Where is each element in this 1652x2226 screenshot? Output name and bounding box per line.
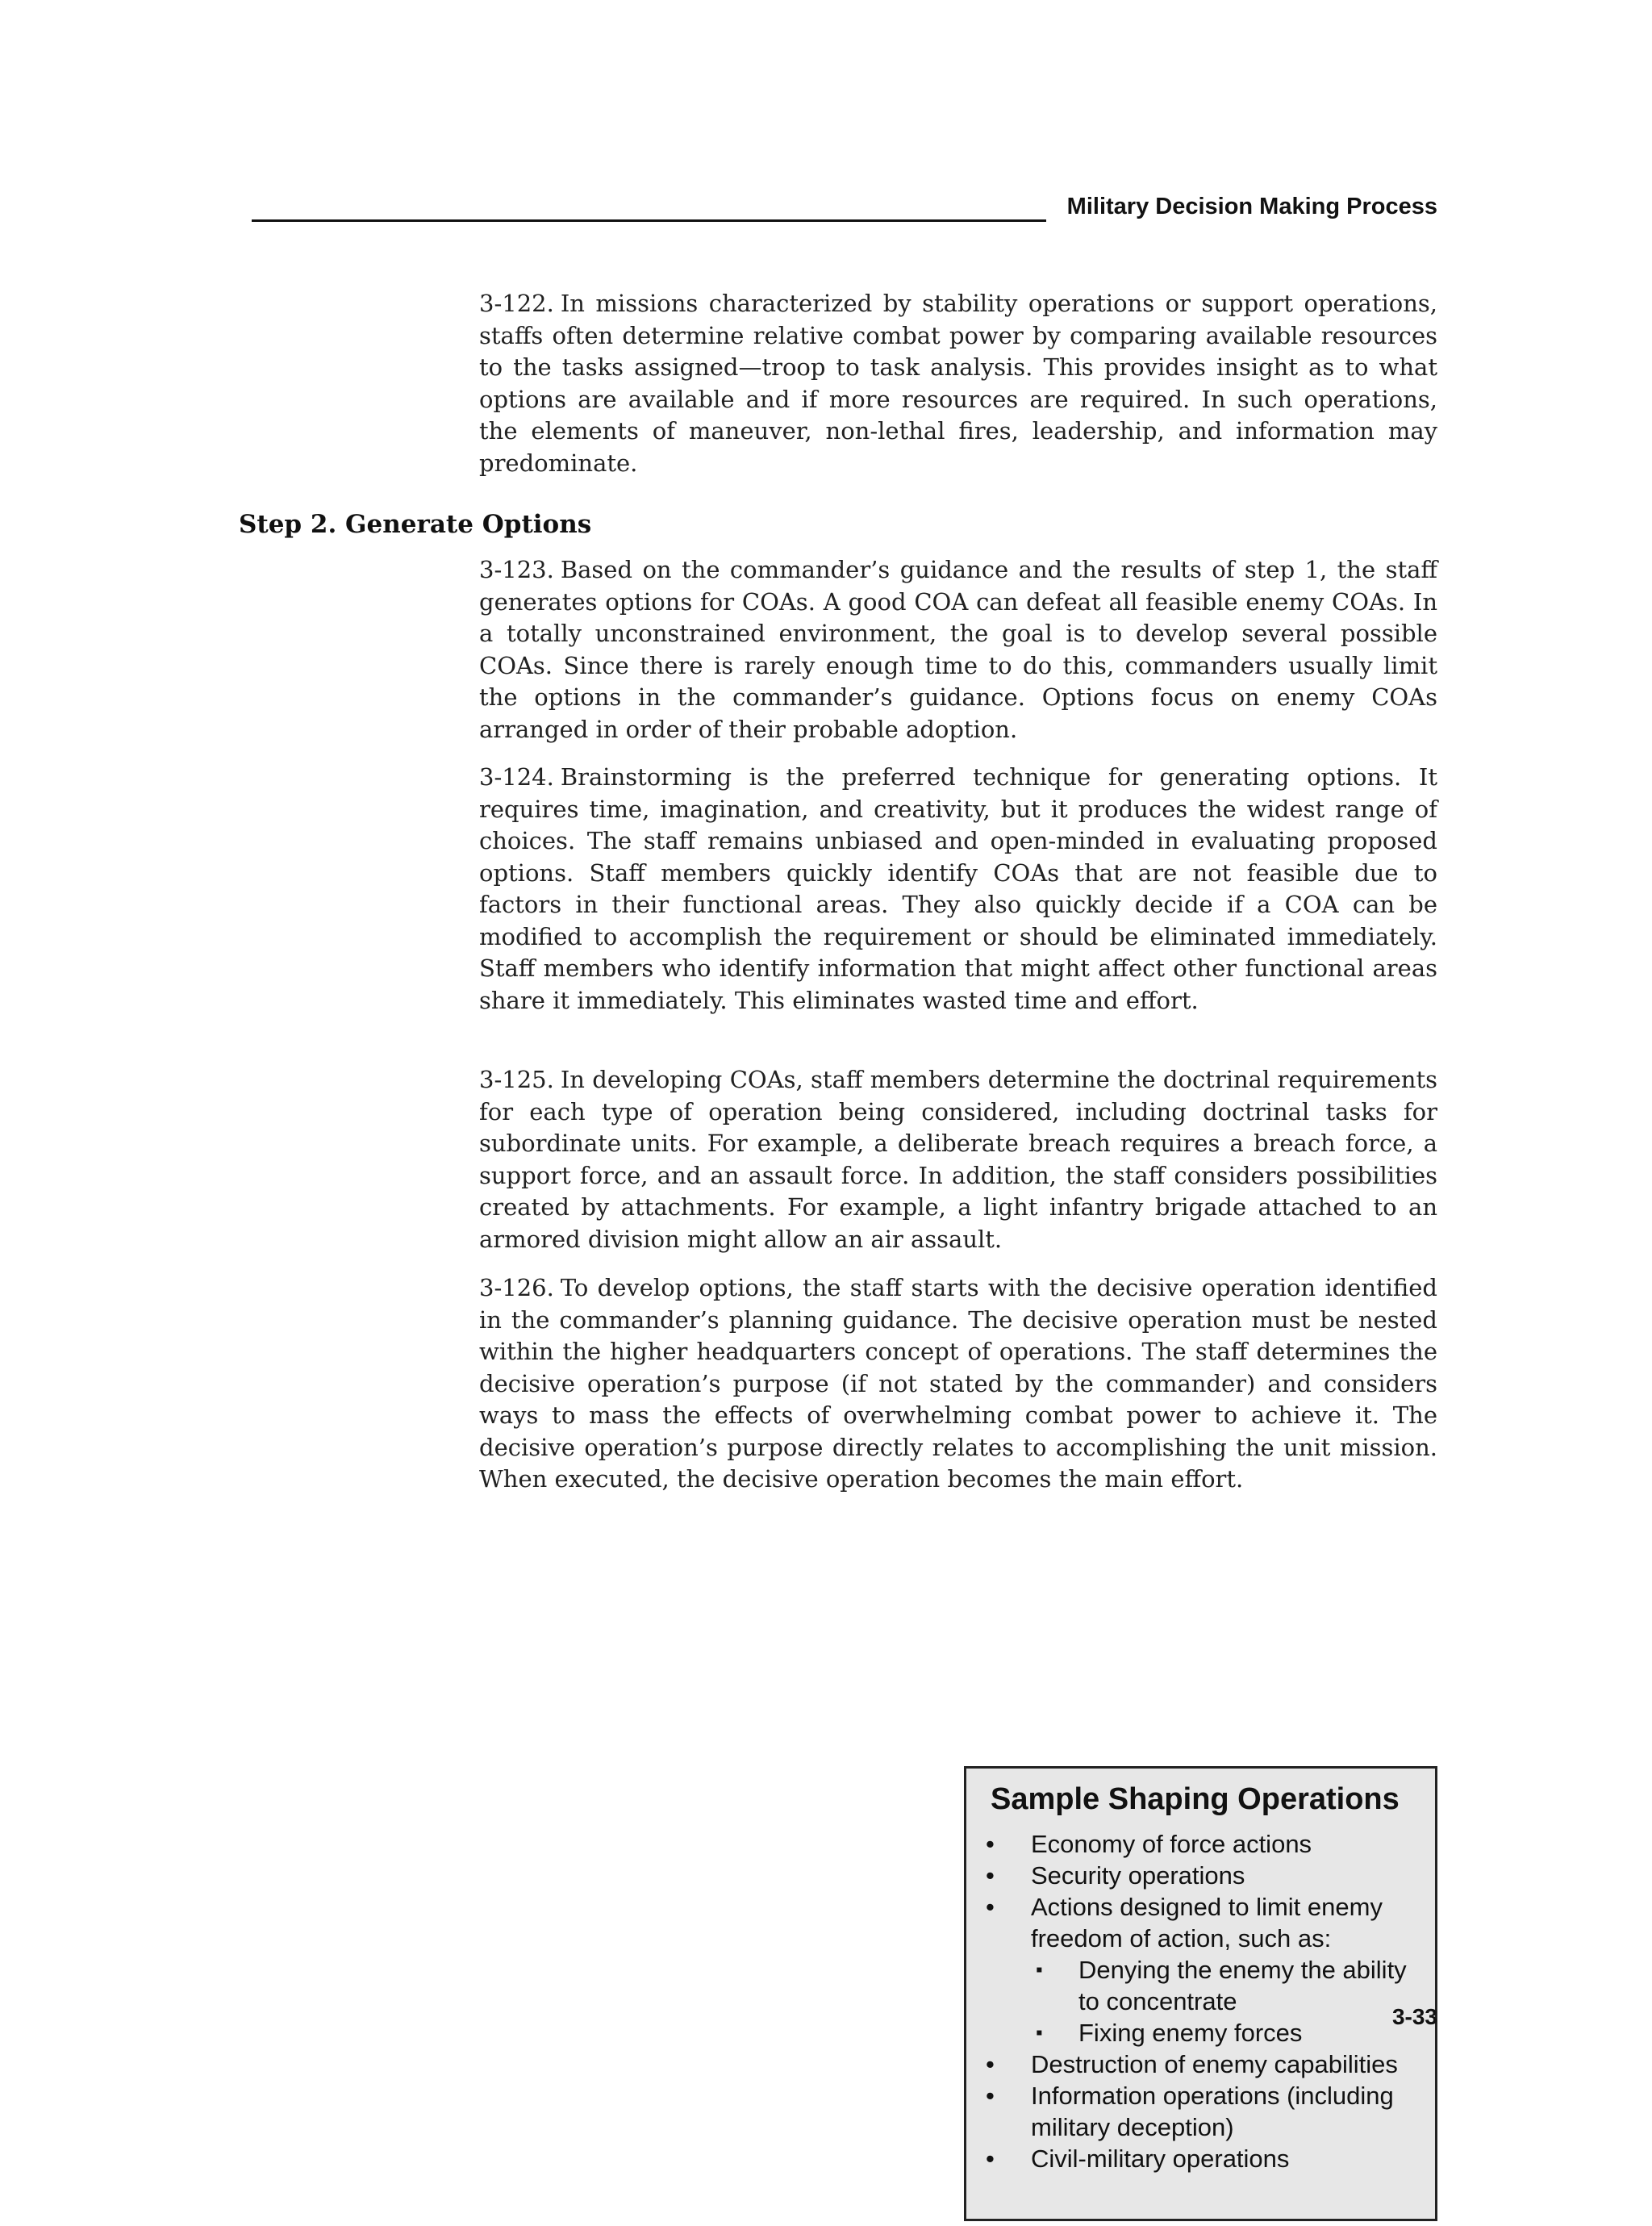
paragraph-number: 3-123. xyxy=(479,556,554,583)
paragraph-text: Based on the commander’s guidance and the results of step 1, the staff generates options for COAs. A good COA can defeat all feasible enemy COAs. In a totally unconstrained environment, the goal is to develop several possible COAs. Since there is rarely enough time to do this, commanders usually limit the options in the commander’s guidance. Options focus on enemy COAs arranged in order of their probable adoption. xyxy=(479,556,1437,743)
list-subitem: ▪ Fixing enemy forces xyxy=(986,2017,1419,2049)
paragraph-3-123 xyxy=(479,554,1437,745)
list-item: • Destruction of enemy capabilities xyxy=(986,2049,1419,2080)
list-item: • Information operations (including military deception) xyxy=(986,2080,1419,2143)
paragraph-text: Brainstorming is the preferred technique for generating options. It requires time, imagination, and creativity, but it produces the widest range of choices. The staff remains unbiased and open-minded in evaluating proposed options. Staff members quickly identify COAs that are not feasible due to factors in their functional areas. They also quickly decide if a COA can be modified to accomplish the requirement or should be eliminated immediately. Staff members who identify information that might affect other functional areas share it immediately. This eliminates wasted time and effort. xyxy=(479,763,1437,1014)
sample-shaping-operations-box xyxy=(964,1766,1437,2221)
list-item: • Security operations xyxy=(986,1860,1419,1891)
list-item: • Economy of force actions xyxy=(986,1828,1419,1860)
paragraph-3-127-wrapper xyxy=(479,1765,1437,2226)
paragraph-3-126 xyxy=(479,1272,1437,1496)
list-item: • Civil-military operations xyxy=(986,2143,1419,2174)
paragraph-number: 3-122. xyxy=(479,290,554,317)
paragraph-number: 3-124. xyxy=(479,763,554,791)
header-rule xyxy=(252,219,1046,222)
box-title: Sample Shaping Operations xyxy=(991,1782,1400,1816)
paragraph-text: In missions characterized by stability operations or support operations, staffs often determine relative combat power by comparing available resources to the tasks assigned—troop to task analysis. This provides insight as to what options are available and if more resources are required. In such operations, the elements of maneuver, non-lethal fires, leadership, and information may predominate. xyxy=(479,290,1437,477)
paragraph-3-122 xyxy=(479,288,1437,479)
list-item: • Actions designed to limit enemy freedom of action, such as: xyxy=(986,1891,1419,1954)
paragraph-number: 3-126. xyxy=(479,1274,554,1301)
paragraph-text: To develop options, the staff starts with the decisive operation identified in the commander’s planning guidance. The decisive operation must be nested within the higher headquarters concept of operations. The staff determines the decisive operation’s purpose (if not stated by the commander) and considers ways to mass the effects of overwhelming combat power to achieve it. The decisive operation’s purpose directly relates to accomplishing the unit mission. When executed, the decisive operation becomes the main effort. xyxy=(479,1274,1437,1493)
paragraph-3-125 xyxy=(479,1064,1437,1255)
running-title: Military Decision Making Process xyxy=(1066,194,1437,219)
paragraph-3-124 xyxy=(479,762,1437,1017)
list-subitem: ▪ Denying the enemy the ability to concentrate xyxy=(986,1954,1419,2017)
running-header xyxy=(252,190,1437,223)
page-number: 3-33 xyxy=(1391,2004,1437,2029)
section-heading-generate-options: Step 2. Generate Options xyxy=(239,510,592,539)
paragraph-number: 3-125. xyxy=(479,1066,554,1093)
paragraph-text: In developing COAs, staff members determine the doctrinal requirements for each type of operation being considered, including doctrinal tasks for subordinate units. For example, a deliberate breach requires a breach force, a support force, and an assault force. In addition, the staff considers possibilities created by attachments. For example, a light infantry brigade attached to an armored division might allow an air assault. xyxy=(479,1066,1437,1253)
shaping-operations-list xyxy=(986,1828,1419,2174)
